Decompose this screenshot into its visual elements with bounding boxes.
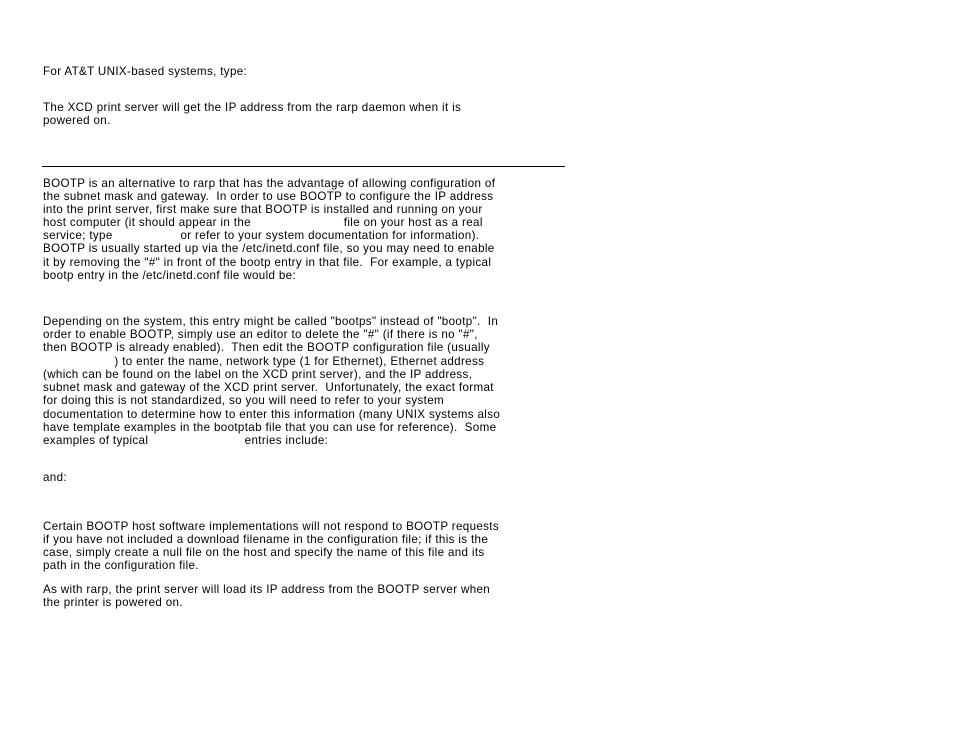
section-divider [42,166,565,167]
text-line-and: and: [43,471,67,484]
text-line-depending-1: Depending on the system, this entry might be called "bootps" instead of "bootp". In [43,315,499,328]
text-line-rarp-1: The XCD print server will get the IP address from the rarp daemon when it is [43,101,462,114]
text-line-depending-4: ) to enter the name, network type (1 for Ethernet), Ethernet address [43,355,485,368]
text-line-certain-2: if you have not included a download filename in the configuration file; if this is the [43,533,489,546]
text-line-depending-9: have template examples in the bootptab file that you can use for reference). Some [43,421,497,434]
text-line-bootp-7: it by removing the "#" in front of the bootp entry in that file. For example, a typical [43,256,492,269]
text-line-at-t-intro: For AT&T UNIX-based systems, type: [43,65,248,78]
text-line-bootp-1: BOOTP is an alternative to rarp that has the advantage of allowing configuration of [43,177,496,190]
text-line-depending-3: then BOOTP is already enabled). Then edit the BOOTP configuration file (usually [43,341,490,354]
text-line-as-with-rarp-2: the printer is powered on. [43,596,183,609]
text-line-rarp-2: powered on. [43,114,111,127]
text-line-certain-1: Certain BOOTP host software implementations will not respond to BOOTP requests [43,520,500,533]
text-line-depending-10: examples of typical entries include: [43,434,329,447]
text-line-bootp-4: host computer (it should appear in the file on your host as a real [43,216,483,229]
text-line-depending-2: order to enable BOOTP, simply use an editor to delete the "#" (if there is no "#", [43,328,478,341]
text-line-depending-5: (which can be found on the label on the XCD print server), and the IP address, [43,368,473,381]
text-line-bootp-5: service; type or refer to your system documentation for information). [43,229,480,242]
text-line-certain-4: path in the configuration file. [43,559,199,572]
text-line-certain-3: case, simply create a null file on the host and specify the name of this file and its [43,546,485,559]
text-line-bootp-8: bootp entry in the /etc/inetd.conf file would be: [43,269,297,282]
text-line-bootp-3: into the print server, first make sure that BOOTP is installed and running on your [43,203,483,216]
text-line-as-with-rarp-1: As with rarp, the print server will load its IP address from the BOOTP server when [43,583,491,596]
text-line-depending-6: subnet mask and gateway of the XCD print server. Unfortunately, the exact format [43,381,494,394]
text-line-bootp-2: the subnet mask and gateway. In order to use BOOTP to configure the IP address [43,190,494,203]
text-line-bootp-6: BOOTP is usually started up via the /etc/inetd.conf file, so you may need to enable [43,242,495,255]
text-line-depending-8: documentation to determine how to enter this information (many UNIX systems also [43,408,501,421]
text-line-depending-7: for doing this is not standardized, so you will need to refer to your system [43,394,445,407]
